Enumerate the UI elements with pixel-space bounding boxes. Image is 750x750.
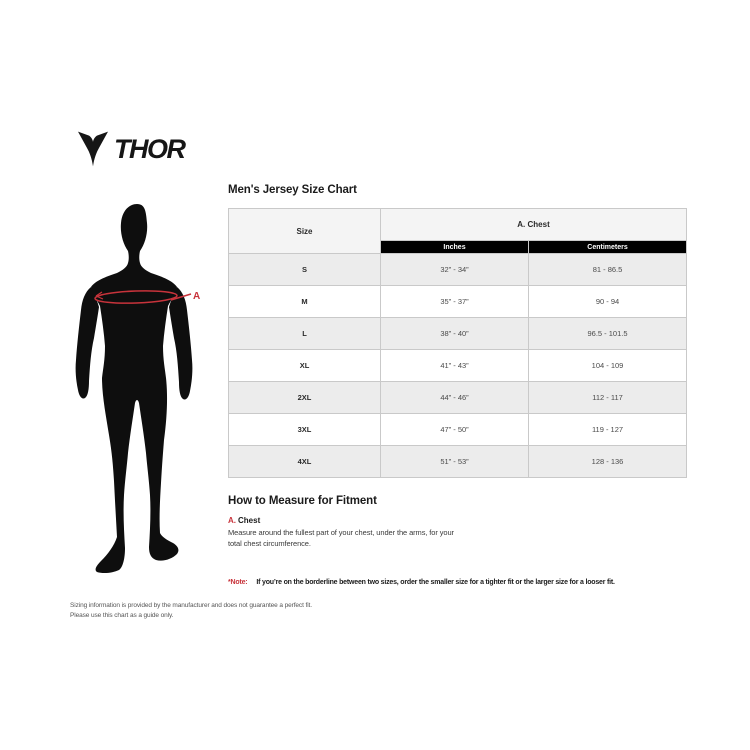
inches-subheader: Inches	[381, 241, 529, 254]
size-table	[228, 208, 687, 478]
page-title: Men's Jersey Size Chart	[228, 184, 357, 196]
male-silhouette	[76, 204, 193, 573]
inches-cell: 35” - 37”	[381, 286, 529, 318]
disclaimer-line: Sizing information is provided by the manufacturer and does not guarantee a perfect fit.	[70, 602, 312, 609]
table-row	[229, 446, 687, 478]
measure-section	[228, 495, 468, 550]
thor-horns-icon	[78, 131, 108, 167]
inches-cell: 32” - 34”	[381, 254, 529, 286]
brand-logo	[78, 131, 185, 167]
inches-cell: 51” - 53”	[381, 446, 529, 478]
size-cell: L	[229, 318, 381, 350]
measure-heading: How to Measure for Fitment	[228, 495, 377, 507]
table-row	[229, 350, 687, 382]
sizing-note	[228, 579, 698, 586]
chest-marker-label: A	[193, 291, 201, 302]
cm-cell: 104 - 109	[529, 350, 687, 382]
chest-group-header: A. Chest	[381, 209, 687, 241]
size-cell: 3XL	[229, 414, 381, 446]
inches-cell: 47” - 50”	[381, 414, 529, 446]
cm-cell: 96.5 - 101.5	[529, 318, 687, 350]
cm-cell: 119 - 127	[529, 414, 687, 446]
chest-measure-label	[228, 516, 468, 525]
disclaimer	[70, 601, 312, 621]
table-row	[229, 254, 687, 286]
cm-cell: 81 - 86.5	[529, 254, 687, 286]
size-cell: XL	[229, 350, 381, 382]
inches-cell: 44” - 46”	[381, 382, 529, 414]
centimeters-subheader: Centimeters	[529, 241, 687, 254]
size-column-header: Size	[229, 209, 381, 254]
cm-cell: 90 - 94	[529, 286, 687, 318]
inches-cell: 38” - 40”	[381, 318, 529, 350]
chest-measure-description: Measure around the fullest part of your chest, under the arms, for your total chest circumference.	[228, 528, 454, 549]
chest-letter: A.	[228, 516, 236, 525]
table-row	[229, 318, 687, 350]
chest-name: Chest	[238, 516, 261, 525]
size-cell: M	[229, 286, 381, 318]
table-row	[229, 382, 687, 414]
note-text: If you’re on the borderline between two sizes, order the smaller size for a tighter fit or the larger size for a looser fit.	[256, 579, 615, 586]
brand-wordmark: THOR	[114, 133, 185, 164]
note-prefix: *Note:	[228, 579, 248, 586]
male-silhouette-figure	[63, 197, 213, 577]
cm-cell: 112 - 117	[529, 382, 687, 414]
size-cell: 4XL	[229, 446, 381, 478]
table-row	[229, 414, 687, 446]
inches-cell: 41” - 43”	[381, 350, 529, 382]
size-cell: 2XL	[229, 382, 381, 414]
table-row	[229, 286, 687, 318]
disclaimer-line: Please use this chart as a guide only.	[70, 612, 174, 620]
cm-cell: 128 - 136	[529, 446, 687, 478]
size-cell: S	[229, 254, 381, 286]
